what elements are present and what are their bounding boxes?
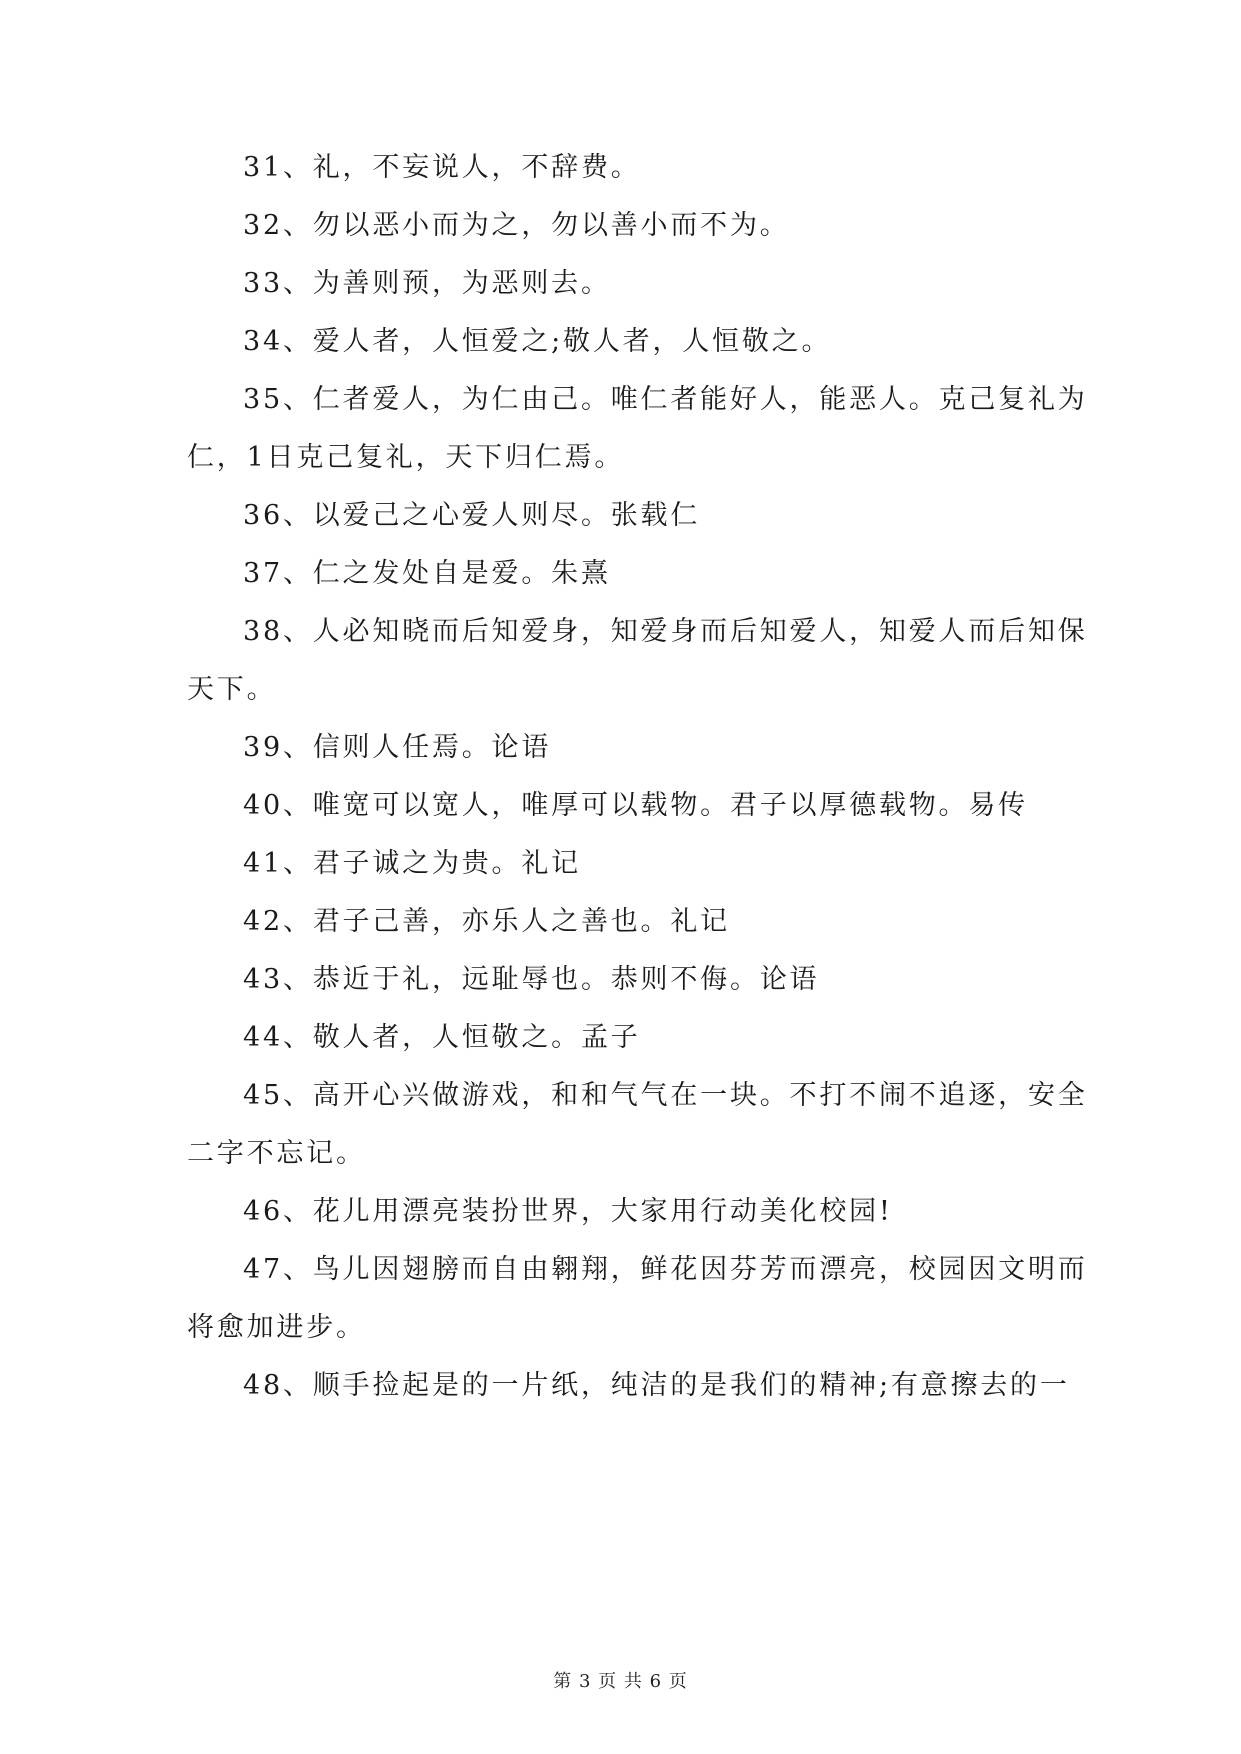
entry-34: 34、爱人者，人恒爱之;敬人者，人恒敬之。 — [243, 326, 832, 357]
entry-37: 37、仁之发处自是爱。朱熹 — [243, 558, 611, 589]
entry-38-continued: 天下。 — [187, 674, 277, 705]
entry-43: 43、恭近于礼，远耻辱也。恭则不侮。论语 — [243, 964, 820, 995]
entry-44: 44、敬人者，人恒敬之。孟子 — [243, 1022, 641, 1053]
entry-35: 35、仁者爱人，为仁由己。唯仁者能好人，能恶人。克己复礼为 — [243, 384, 1088, 415]
entry-46: 46、花儿用漂亮装扮世界，大家用行动美化校园! — [243, 1196, 893, 1227]
entry-47-continued: 将愈加进步。 — [187, 1312, 366, 1343]
entry-36: 36、以爱己之心爱人则尽。张载仁 — [243, 500, 701, 531]
entry-31: 31、礼，不妄说人，不辞费。 — [243, 152, 641, 183]
entry-40: 40、唯宽可以宽人，唯厚可以载物。君子以厚德载物。易传 — [243, 790, 1028, 821]
entry-47: 47、鸟儿因翅膀而自由翱翔，鲜花因芬芳而漂亮，校园因文明而 — [243, 1254, 1088, 1285]
entry-38: 38、人必知晓而后知爱身，知爱身而后知爱人，知爱人而后知保 — [243, 616, 1088, 647]
entry-41: 41、君子诚之为贵。礼记 — [243, 848, 581, 879]
entry-33: 33、为善则预，为恶则去。 — [243, 268, 611, 299]
entry-48: 48、顺手捡起是的一片纸，纯洁的是我们的精神;有意擦去的一 — [243, 1370, 1070, 1401]
entry-45-continued: 二字不忘记。 — [187, 1138, 366, 1169]
entry-42: 42、君子己善，亦乐人之善也。礼记 — [243, 906, 730, 937]
entry-32: 32、勿以恶小而为之，勿以善小而不为。 — [243, 210, 790, 241]
entry-45: 45、高开心兴做游戏，和和气气在一块。不打不闹不追逐，安全 — [243, 1080, 1088, 1111]
page-number-footer: 第 3 页 共 6 页 — [553, 1671, 688, 1692]
entry-39: 39、信则人任焉。论语 — [243, 732, 552, 763]
entry-35-continued: 仁，1日克己复礼，天下归仁焉。 — [187, 442, 625, 473]
